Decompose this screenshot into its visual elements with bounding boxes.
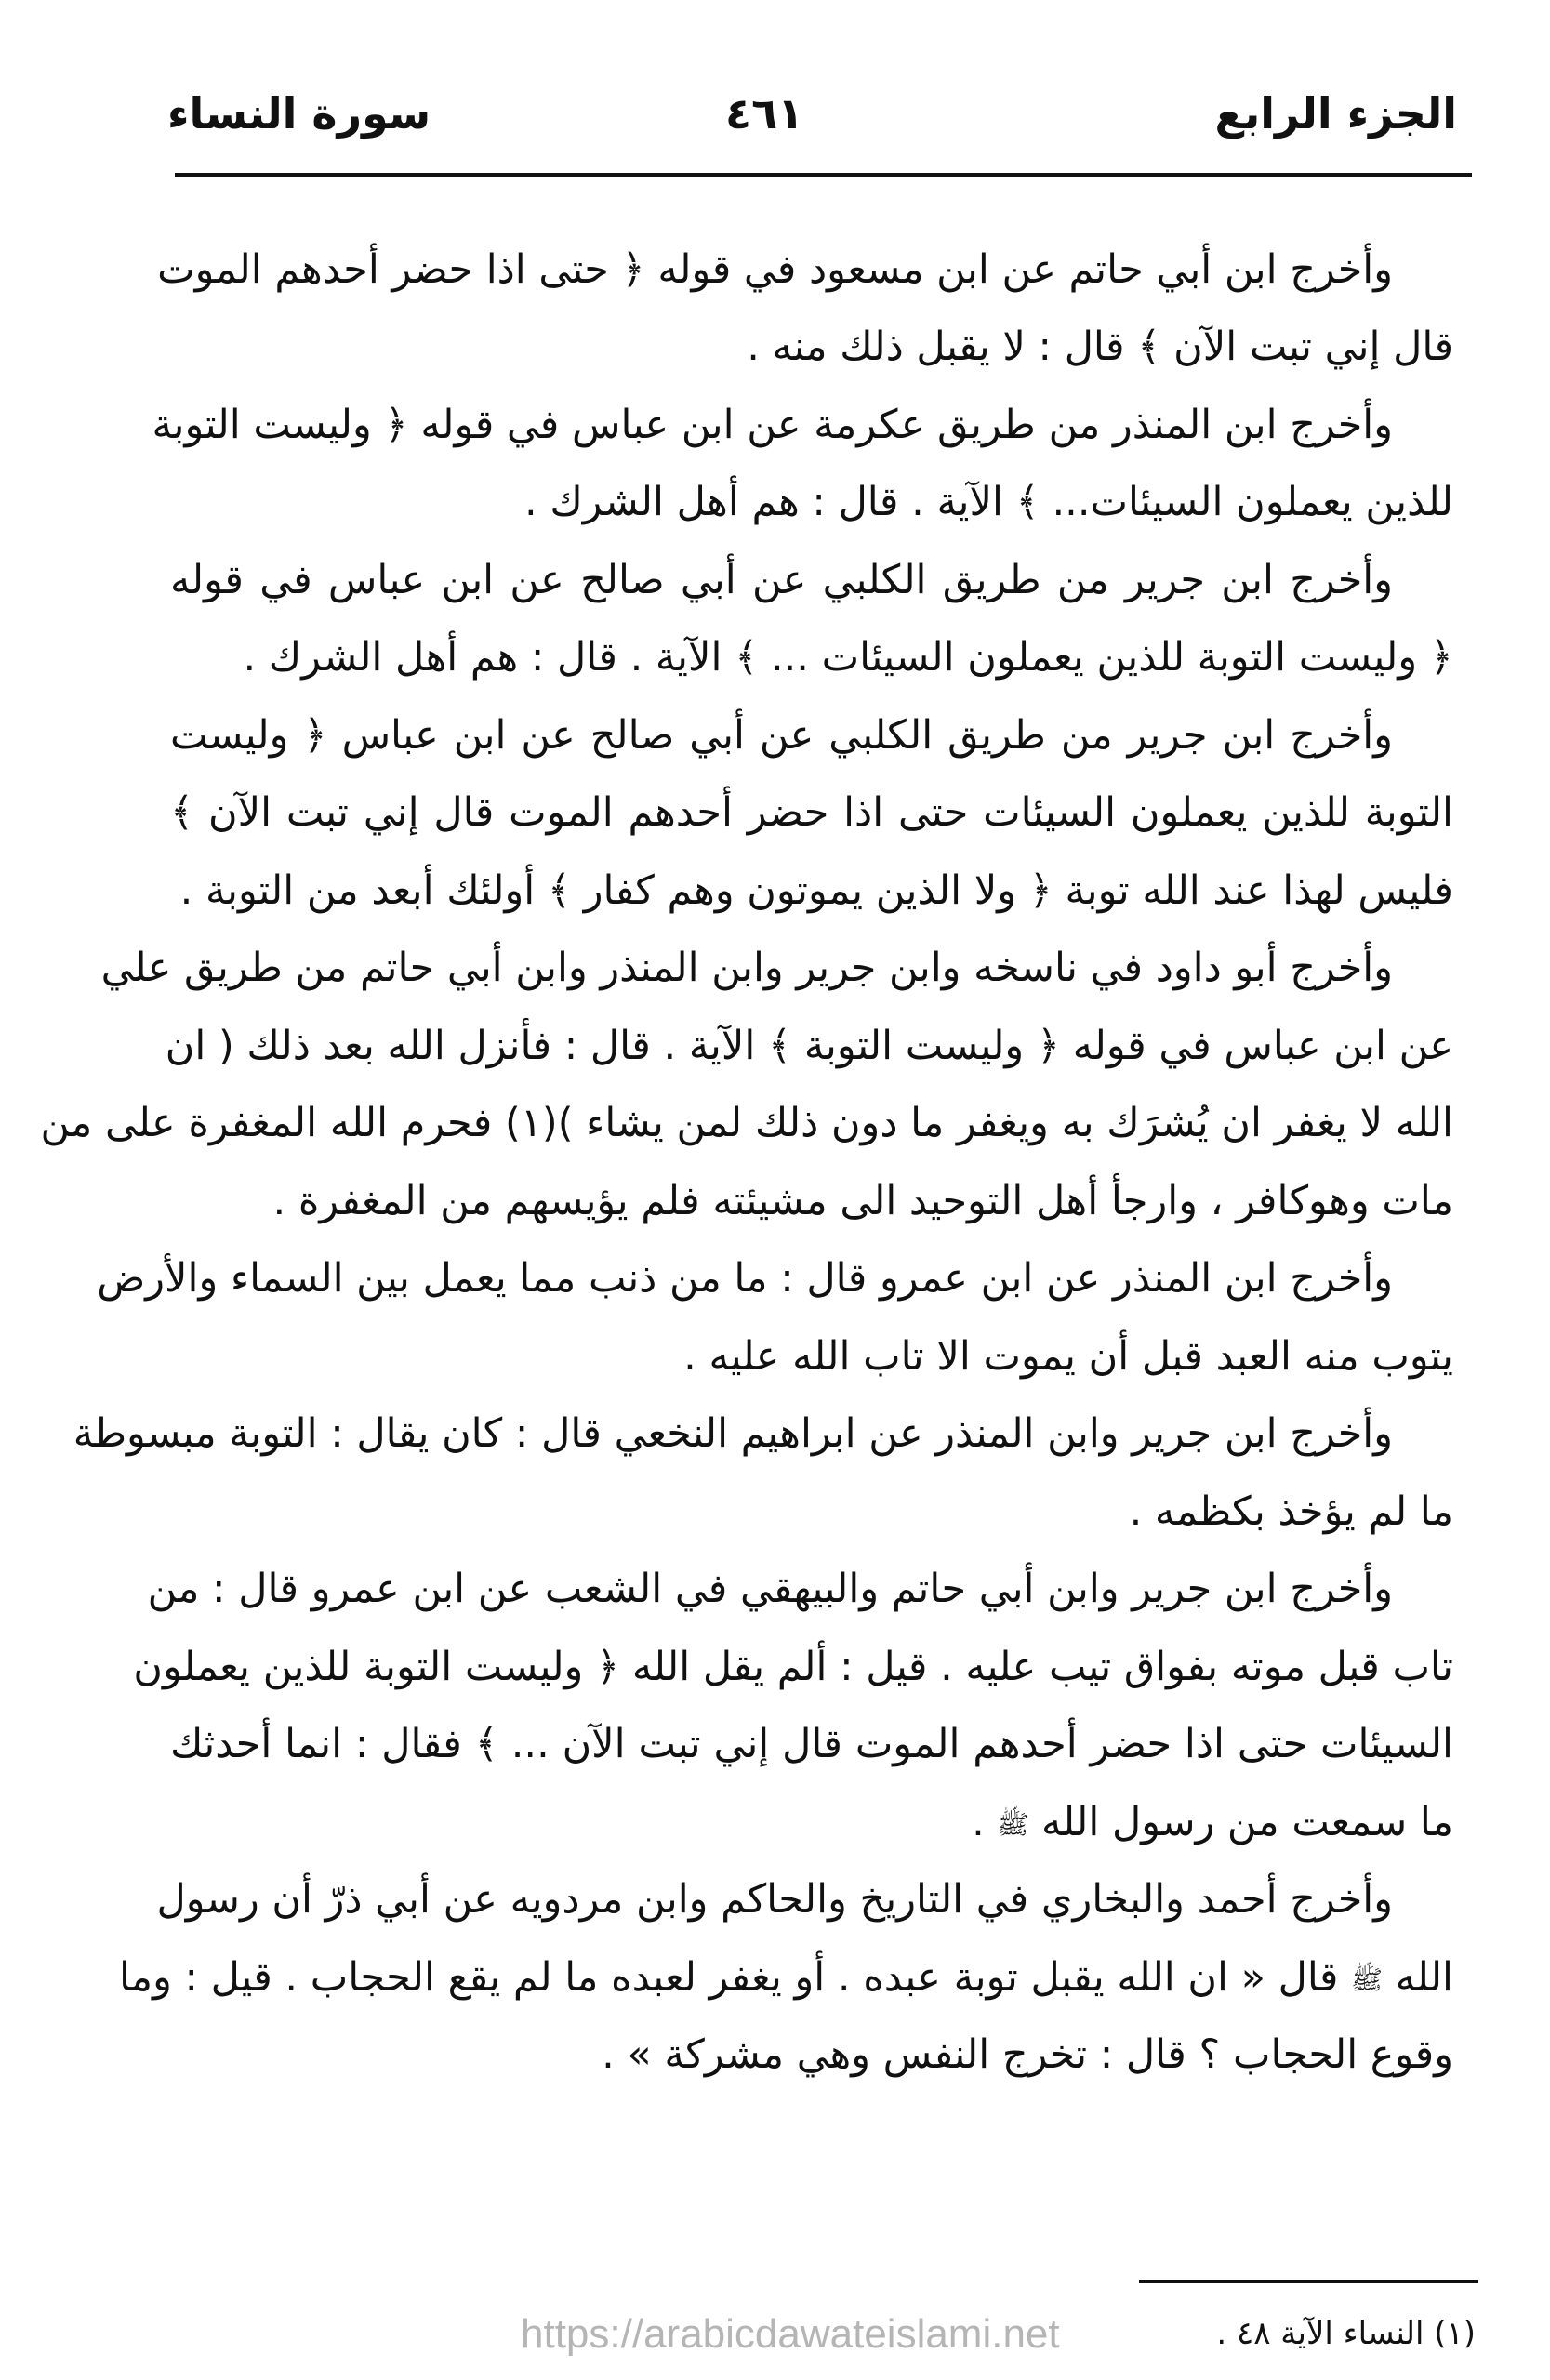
footnote-rule <box>1139 2280 1478 2283</box>
salawat-glyph: ﷺ <box>1351 1964 1383 1995</box>
text-line: وأخرج ابن جرير من طريق الكلبي عن أبي صالح عن ابن عباس ﴿ وليست <box>170 712 1393 759</box>
footnote: (١) النساء الآية ٤٨ . <box>1216 2315 1476 2352</box>
surah-name: سورة النساء <box>167 88 431 139</box>
page-number: ٤٦١ <box>725 88 804 139</box>
text-line: السيئات حتى اذا حضر أحدهم الموت قال إني تبت الآن ... ﴾ فقال : انما أحدثك <box>170 1721 1453 1767</box>
text-line: الله لا يغفر ان يُشرَك به ويغفر ما دون ذلك لمن يشاء )(١) فحرم الله المغفرة على من <box>40 1100 1453 1146</box>
text-line: ما سمعت من رسول الله ﷺ . <box>972 1799 1453 1845</box>
text-line: الله ﷺ قال « ان الله يقبل توبة عبده . أو يغفر لعبده ما لم يقع الحجاب . قيل : وما <box>118 1954 1453 2001</box>
salawat-glyph: ﷺ <box>997 1808 1029 1840</box>
text-line: ﴿ وليست التوبة للذين يعملون السيئات ... ﴾ الآية . قال : هم أهل الشرك . <box>243 634 1453 681</box>
text-line: فليس لهذا عند الله توبة ﴿ ولا الذين يموتون وهم كفار ﴾ أولئك أبعد من التوبة . <box>179 867 1453 914</box>
text-line: يتوب منه العبد قبل أن يموت الا تاب الله عليه . <box>683 1333 1453 1380</box>
text-line: وأخرج ابن المنذر عن ابن عمرو قال : ما من ذنب مما يعمل بين السماء والأرض <box>97 1255 1393 1302</box>
text-line: تاب قبل موته بفواق تيب عليه . قيل : ألم يقل الله ﴿ وليست التوبة للذين يعملون <box>133 1644 1453 1690</box>
text-line: وأخرج ابن أبي حاتم عن ابن مسعود في قوله ﴿ حتى اذا حضر أحدهم الموت <box>157 246 1393 293</box>
text-line: للذين يعملون السيئات... ﴾ الآية . قال : هم أهل الشرك . <box>524 479 1453 525</box>
text-line: وقوع الحجاب ؟ قال : تخرج النفس وهي مشركة » . <box>602 2031 1453 2078</box>
text-line: وأخرج ابن جرير وابن المنذر عن ابراهيم النخعي قال : كان يقال : التوبة مبسوطة <box>73 1410 1393 1457</box>
text-line: وأخرج أبو داود في ناسخه وابن جرير وابن المنذر وابن أبي حاتم من طريق علي <box>100 945 1393 991</box>
text-line: قال إني تبت الآن ﴾ قال : لا يقبل ذلك منه . <box>747 324 1453 370</box>
text-line: وأخرج ابن المنذر من طريق عكرمة عن ابن عباس في قوله ﴿ وليست التوبة <box>152 402 1393 448</box>
header-rule <box>175 173 1472 177</box>
watermark-url: https://arabicdawateislami.net <box>521 2311 1060 2357</box>
text-line: وأخرج ابن جرير من طريق الكلبي عن أبي صالح عن ابن عباس في قوله <box>170 557 1393 603</box>
volume-label: الجزء الرابع <box>1214 88 1457 139</box>
text-line: وأخرج أحمد والبخاري في التاريخ والحاكم وابن مردويه عن أبي ذرّ أن رسول <box>156 1876 1393 1923</box>
text-line: التوبة للذين يعملون السيئات حتى اذا حضر أحدهم الموت قال إني تبت الآن ﴾ <box>170 789 1453 836</box>
text-line: وأخرج ابن جرير وابن أبي حاتم والبيهقي في الشعب عن ابن عمرو قال : من <box>147 1566 1393 1612</box>
text-line: عن ابن عباس في قوله ﴿ وليست التوبة ﴾ الآية . قال : فأنزل الله بعد ذلك ( ان <box>165 1023 1453 1069</box>
text-line: ما لم يؤخذ بكظمه . <box>1129 1488 1453 1535</box>
text-line: مات وهوكافر ، وارجأ أهل التوحيد الى مشيئته فلم يؤيسهم من المغفرة . <box>272 1178 1453 1224</box>
